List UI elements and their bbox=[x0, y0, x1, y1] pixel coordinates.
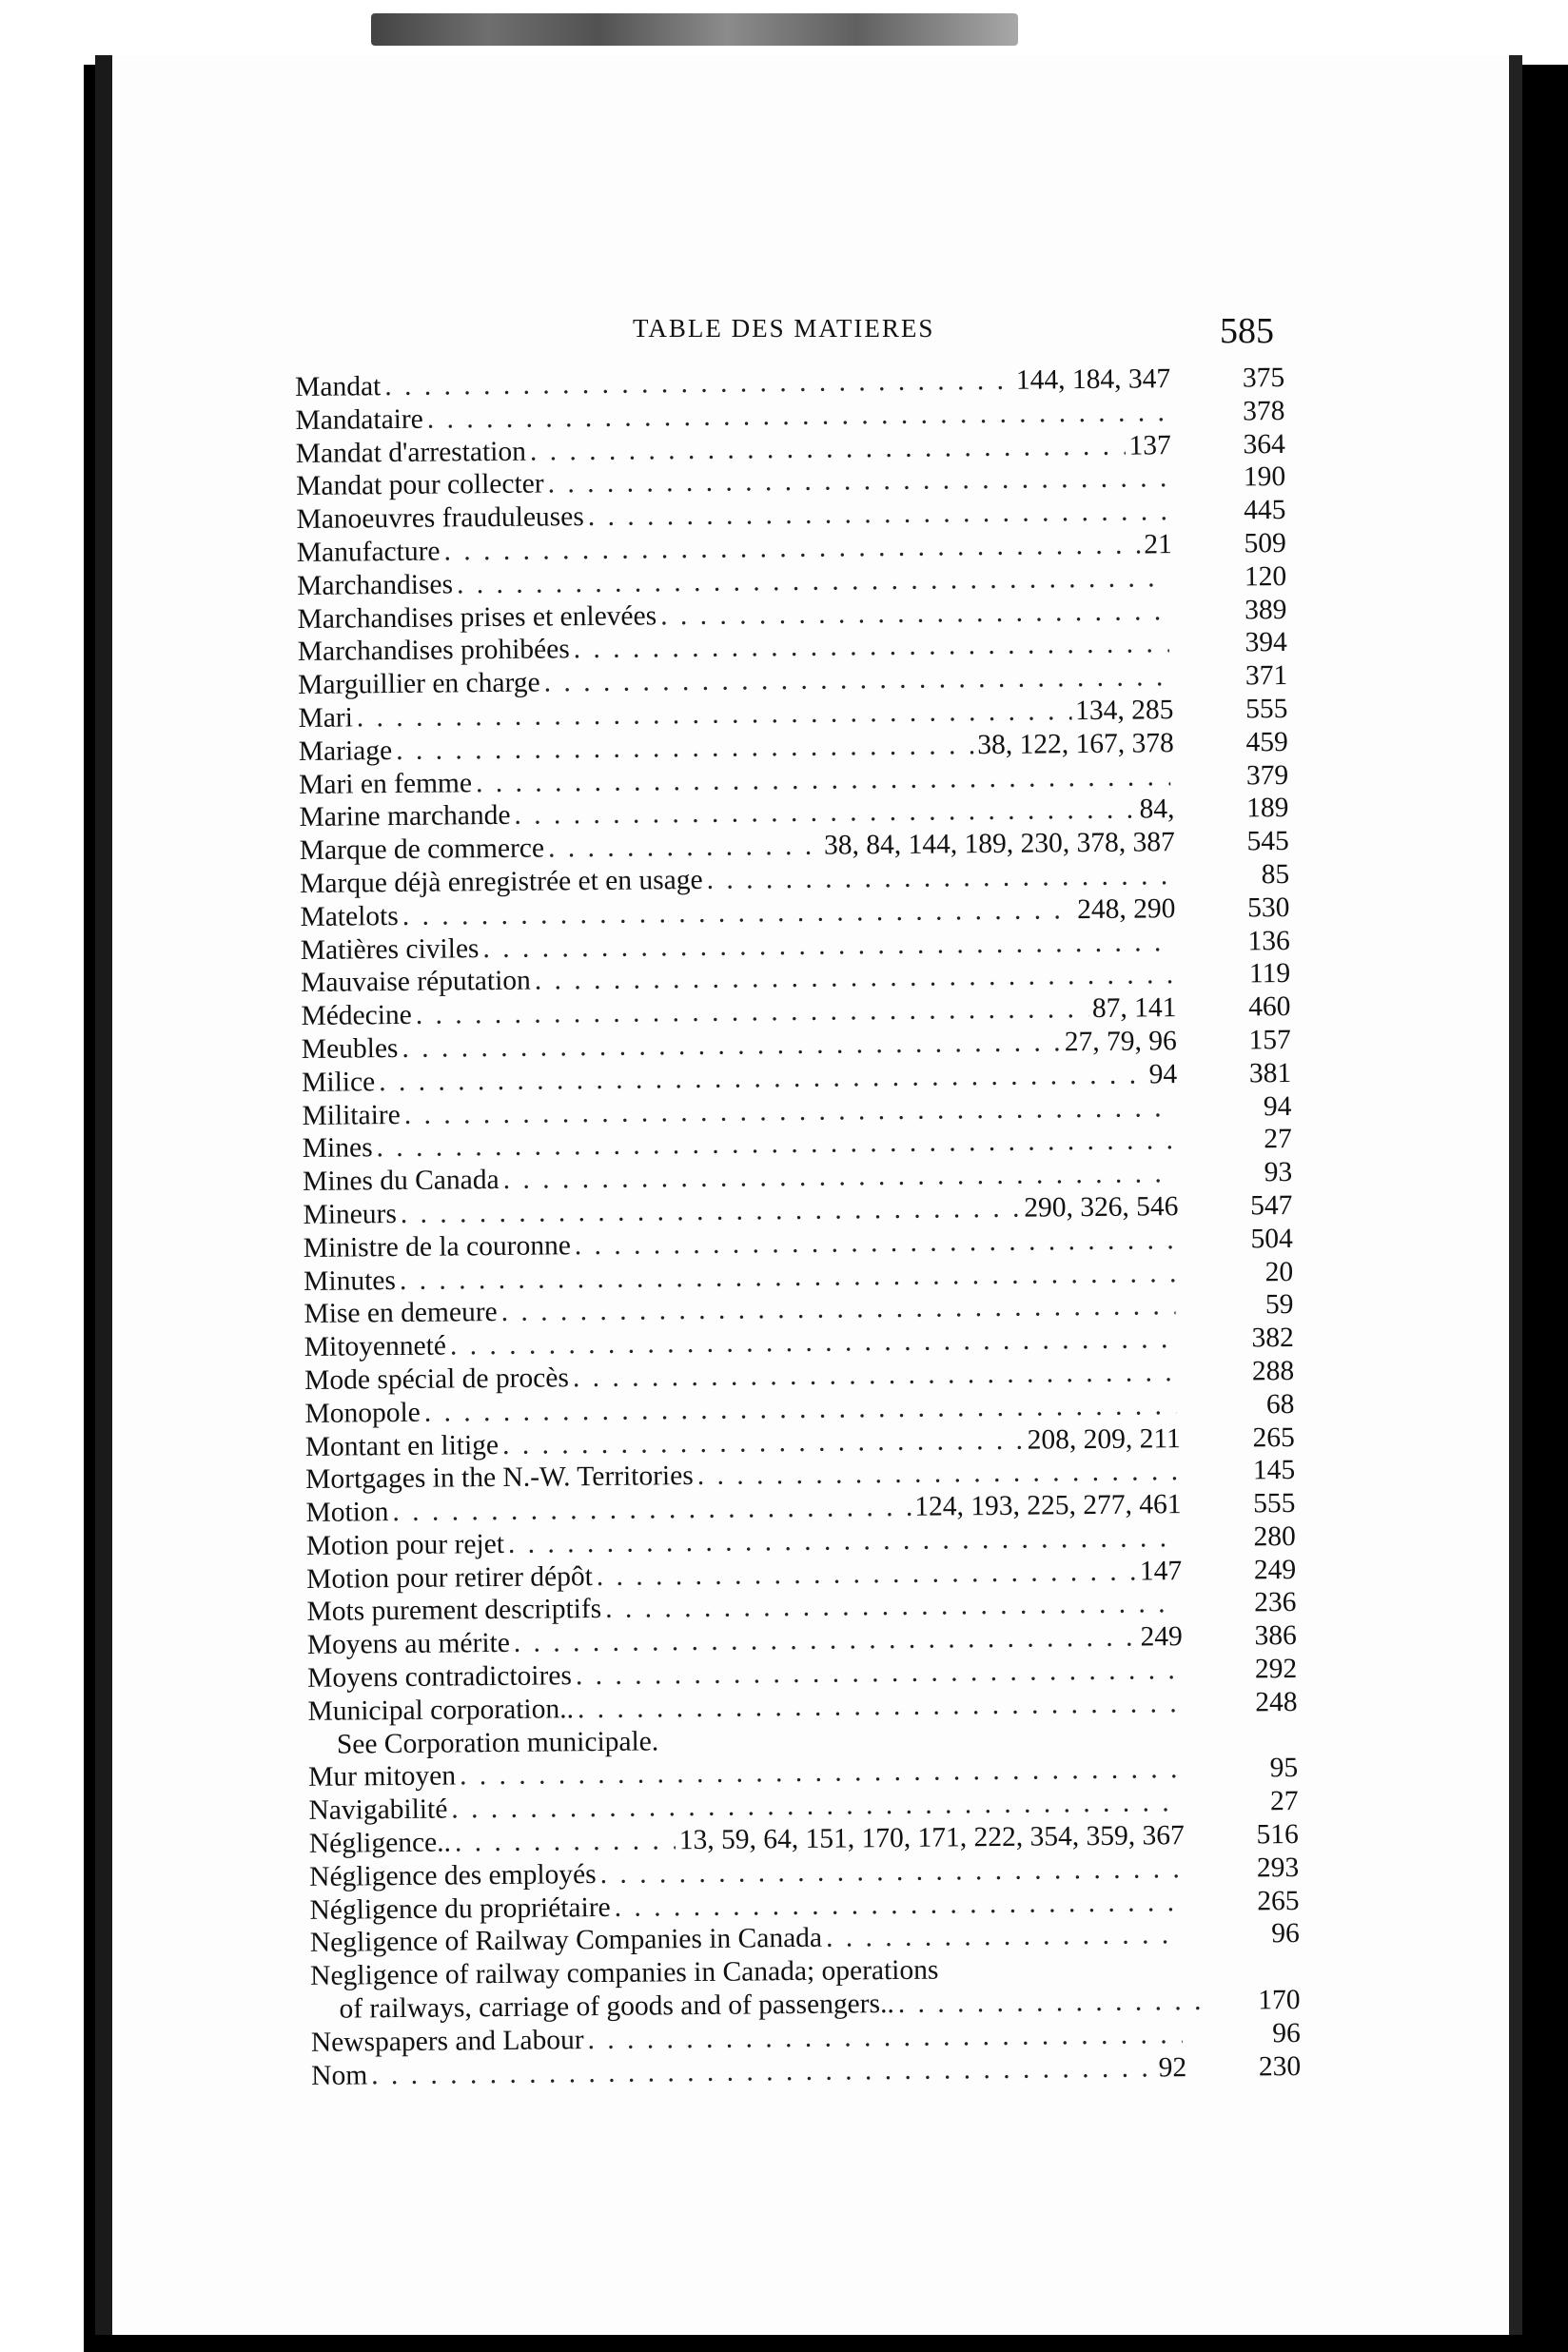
dot-leader bbox=[615, 1886, 1182, 1925]
index-term: Moyens contradictoires bbox=[307, 1660, 573, 1695]
index-term: Mots purement descriptifs bbox=[306, 1594, 602, 1628]
index-refs: 92 bbox=[1158, 2051, 1187, 2084]
index-refs: 87, 141 bbox=[1091, 992, 1177, 1025]
index-term: Motion pour rejet bbox=[305, 1528, 505, 1561]
index-term: Mari en femme bbox=[299, 767, 473, 800]
dot-leader bbox=[660, 595, 1169, 633]
index-term: Mandat d'arrestation bbox=[295, 436, 527, 469]
index-page-number: 20 bbox=[1264, 1256, 1294, 1287]
index-page-number: 27 bbox=[1264, 1124, 1292, 1155]
index-refs: 248, 290 bbox=[1077, 892, 1176, 925]
index-page-number: 516 bbox=[1256, 1819, 1299, 1851]
index-page-number: 93 bbox=[1264, 1157, 1293, 1188]
index-page-number: 280 bbox=[1253, 1520, 1296, 1553]
index-page-number: 509 bbox=[1244, 527, 1286, 559]
index-term: Mur mitoyen bbox=[308, 1760, 457, 1793]
index-term: Militaire bbox=[302, 1099, 401, 1131]
index-page-number: 504 bbox=[1250, 1223, 1293, 1255]
index-term: Mines du Canada bbox=[303, 1165, 500, 1198]
index-page-number: 236 bbox=[1254, 1587, 1297, 1618]
dot-leader bbox=[588, 495, 1168, 534]
index-page-number: 379 bbox=[1245, 759, 1289, 791]
dot-leader bbox=[599, 1852, 1181, 1891]
index-page-number: 95 bbox=[1269, 1753, 1299, 1784]
index-page-number: 545 bbox=[1246, 826, 1289, 857]
index-page-number: 265 bbox=[1257, 1885, 1300, 1917]
index-term: Manufacture bbox=[296, 536, 441, 568]
index-page-number: 94 bbox=[1263, 1090, 1292, 1122]
index-refs: 13, 59, 64, 151, 170, 171, 222, 354, 359, 367 bbox=[678, 1820, 1185, 1856]
index-term: Négligence des employés bbox=[309, 1858, 597, 1892]
index-page-number: 389 bbox=[1245, 594, 1287, 626]
index-page-number: 119 bbox=[1248, 958, 1291, 990]
index-refs: 144, 184, 347 bbox=[1015, 363, 1171, 396]
index-page-number: 68 bbox=[1265, 1388, 1295, 1420]
index-term: Nom bbox=[311, 2059, 368, 2091]
index-page-number: 265 bbox=[1252, 1421, 1295, 1453]
dot-leader bbox=[898, 1985, 1211, 2021]
index-term: Matières civiles bbox=[300, 932, 480, 966]
index-page-number: 460 bbox=[1248, 991, 1291, 1023]
page-title: TABLE DES MATIERES bbox=[633, 314, 935, 343]
index-page-number: 248 bbox=[1255, 1686, 1298, 1718]
dot-leader bbox=[392, 1491, 911, 1529]
index-entry-list bbox=[295, 362, 1301, 2092]
index-page-number: 375 bbox=[1242, 363, 1285, 394]
index-term: Motion pour retirer dépôt bbox=[306, 1560, 593, 1595]
index-page-number: 381 bbox=[1248, 1057, 1292, 1089]
index-page-number: 530 bbox=[1247, 892, 1290, 924]
dot-leader bbox=[548, 830, 820, 866]
index-refs: 147 bbox=[1139, 1555, 1183, 1587]
index-term: Mortgages in the N.-W. Territories bbox=[305, 1460, 694, 1496]
index-term: Marchandises bbox=[297, 569, 454, 601]
index-refs: 38, 84, 144, 189, 230, 378, 387 bbox=[823, 827, 1175, 861]
dot-leader bbox=[826, 1919, 1182, 1955]
index-term: Marchandises prohibées bbox=[297, 634, 570, 668]
index-term: Municipal corporation.. bbox=[307, 1694, 575, 1727]
index-term: Mandat pour collecter bbox=[296, 468, 544, 502]
index-page-number: 382 bbox=[1251, 1323, 1294, 1354]
index-page-number: 189 bbox=[1246, 793, 1289, 824]
dot-leader bbox=[597, 1555, 1136, 1593]
index-refs: 134, 285 bbox=[1075, 695, 1174, 727]
index-term: Motion bbox=[305, 1497, 389, 1529]
index-term: Mari bbox=[298, 702, 353, 734]
index-page-number: 96 bbox=[1271, 1918, 1300, 1950]
index-page-number: 445 bbox=[1244, 495, 1286, 526]
index-page-number: 386 bbox=[1254, 1620, 1297, 1652]
index-term: Negligence of railway companies in Canada; operations bbox=[310, 1954, 939, 1992]
index-term: See Corporation municipale. bbox=[336, 1726, 659, 1760]
index-term: Mode spécial de procès bbox=[304, 1362, 570, 1396]
index-page-number: 96 bbox=[1272, 2017, 1301, 2049]
index-page-number: 136 bbox=[1247, 925, 1290, 956]
index-page-number: 249 bbox=[1253, 1554, 1297, 1586]
index-page-number: 292 bbox=[1254, 1654, 1298, 1685]
index-page-number: 157 bbox=[1248, 1024, 1291, 1056]
dot-leader bbox=[574, 628, 1169, 667]
index-term: Matelots bbox=[300, 900, 399, 932]
index-refs: 21 bbox=[1144, 529, 1172, 560]
index-page-number: 293 bbox=[1256, 1852, 1300, 1884]
index-term: Mise en demeure bbox=[304, 1297, 498, 1330]
dot-leader bbox=[697, 1455, 1178, 1493]
index-page-number bbox=[1212, 1719, 1298, 1720]
index-refs: 137 bbox=[1128, 429, 1171, 461]
index-term: Marchandises prises et enlevées bbox=[297, 599, 657, 635]
index-term: Negligence of Railway Companies in Canada bbox=[309, 1923, 823, 1959]
index-term: Mandataire bbox=[295, 403, 423, 436]
page-number: 585 bbox=[1220, 311, 1274, 351]
index-term: Négligence.. bbox=[308, 1827, 452, 1859]
index-refs: 94 bbox=[1148, 1058, 1178, 1090]
index-term: of railways, carriage of goods and of passengers.. bbox=[339, 1989, 894, 2025]
index-term: Marine marchande bbox=[299, 800, 511, 833]
index-page-number: 378 bbox=[1243, 395, 1285, 427]
index-page-number: 190 bbox=[1243, 461, 1286, 493]
index-refs: 208, 209, 211 bbox=[1027, 1422, 1181, 1456]
index-refs: 38, 122, 167, 378 bbox=[977, 727, 1174, 760]
index-page-number: 364 bbox=[1243, 428, 1285, 461]
index-term: Marque déjà enregistrée et en usage bbox=[300, 864, 703, 899]
index-term: Monopole bbox=[304, 1397, 421, 1429]
index-page-number: 555 bbox=[1245, 693, 1288, 725]
index-page-number: 394 bbox=[1245, 627, 1287, 658]
index-page-number: 459 bbox=[1245, 726, 1288, 758]
index-term: Montant en litige bbox=[304, 1429, 500, 1462]
index-refs: 290, 326, 546 bbox=[1024, 1191, 1179, 1224]
index-term: Mines bbox=[302, 1132, 373, 1165]
index-term: Marguillier en charge bbox=[298, 667, 540, 701]
index-page-number: 27 bbox=[1269, 1786, 1299, 1817]
index-page-number: 170 bbox=[1258, 1984, 1301, 2016]
index-page-number: 555 bbox=[1253, 1488, 1296, 1519]
index-page-number: 371 bbox=[1245, 660, 1288, 692]
dot-leader bbox=[605, 1588, 1179, 1627]
dot-leader bbox=[706, 859, 1171, 896]
scan-artifact bbox=[371, 13, 1018, 46]
dot-leader bbox=[587, 2018, 1183, 2057]
index-term: Navigabilité bbox=[308, 1793, 448, 1827]
index-term: Meubles bbox=[301, 1032, 399, 1065]
index-term: Minutes bbox=[304, 1264, 397, 1297]
dot-leader bbox=[455, 1824, 676, 1859]
index-term: Mariage bbox=[298, 735, 393, 767]
index-refs: 84, bbox=[1139, 794, 1175, 825]
index-page-number: 59 bbox=[1264, 1289, 1294, 1321]
index-term: Manoeuvres frauduleuses bbox=[296, 501, 584, 536]
dot-leader bbox=[530, 429, 1126, 468]
index-refs: 249 bbox=[1140, 1621, 1183, 1653]
index-term: Mauvaise réputation bbox=[301, 965, 531, 999]
index-page-number: 547 bbox=[1250, 1189, 1293, 1222]
index-page-number bbox=[1214, 1950, 1300, 1951]
dot-leader bbox=[396, 729, 974, 768]
index-page-number: 145 bbox=[1252, 1455, 1296, 1486]
index-page-number: 85 bbox=[1261, 858, 1290, 891]
index-page-number: 288 bbox=[1251, 1355, 1295, 1387]
index-term: Négligence du propriétaire bbox=[309, 1891, 611, 1926]
index-page-number: 120 bbox=[1244, 560, 1287, 593]
index-term: Mineurs bbox=[303, 1198, 397, 1230]
index-term: Mandat bbox=[295, 371, 382, 402]
index-refs: 124, 193, 225, 277, 461 bbox=[914, 1489, 1182, 1522]
index-page-number: 230 bbox=[1258, 2050, 1302, 2082]
index-term: Milice bbox=[302, 1066, 376, 1098]
index-term: Médecine bbox=[301, 999, 412, 1032]
index-term: Ministre de la couronne bbox=[303, 1229, 571, 1264]
index-refs: 27, 79, 96 bbox=[1064, 1026, 1177, 1058]
scan-left-margin bbox=[0, 65, 84, 2352]
dot-leader bbox=[502, 1423, 1024, 1461]
index-term: Marque de commerce bbox=[299, 833, 545, 867]
index-term: Newspapers and Labour bbox=[310, 2025, 584, 2058]
index-term: Mitoyenneté bbox=[304, 1330, 447, 1363]
index-term: Moyens au mérite bbox=[306, 1628, 510, 1661]
